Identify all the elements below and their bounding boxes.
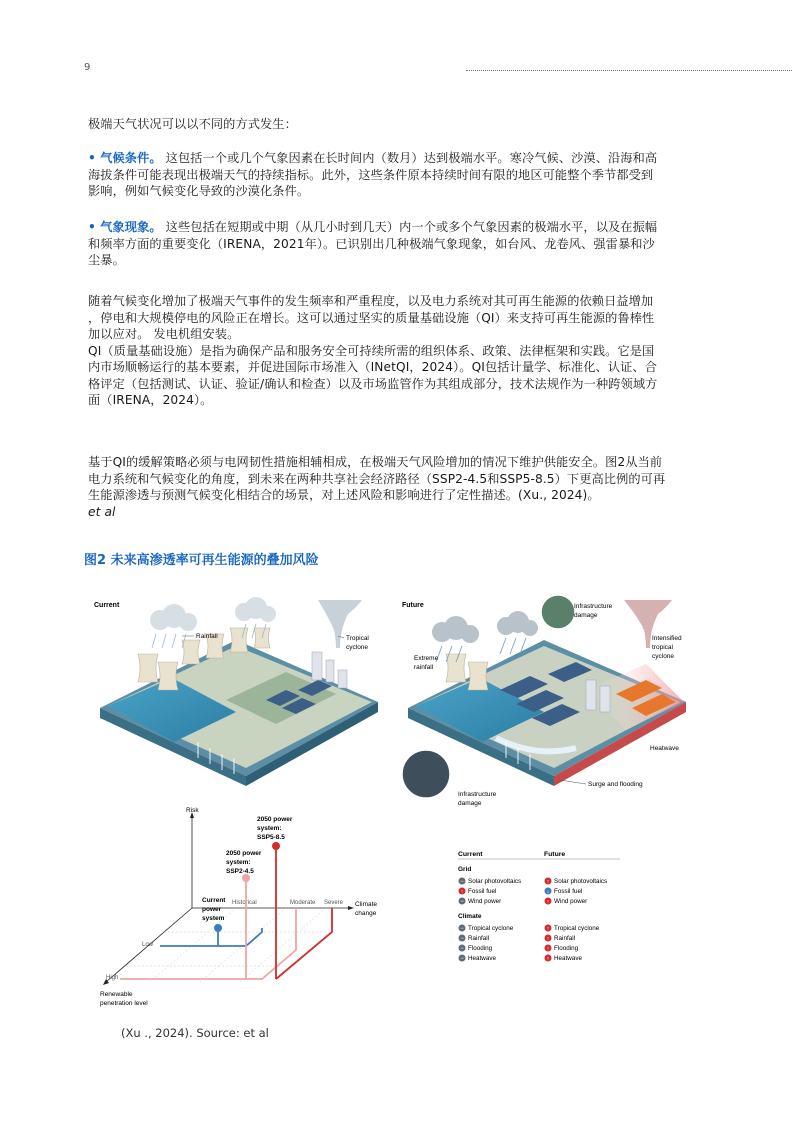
tick-moderate: Moderate <box>290 900 316 906</box>
legend-row <box>459 878 608 886</box>
bullet-heading: • 气象现象。 <box>88 220 162 234</box>
text-line: 内市场顺畅运行的基本要素，并促进国际市场准入（INetQI，2024）。QI包括计量学、标准化、认证、合 <box>88 360 657 374</box>
text-line: 加以应对。 发电机组安装。 <box>88 327 240 341</box>
future-scene <box>402 595 686 807</box>
ssp5-label-2: system: <box>257 825 282 832</box>
bullet-text-line: 和频率方面的重要变化（IRENA，2021年）。已识别出几种极端气象现象，如台风、龙卷风、强雷暴和沙 <box>88 236 655 251</box>
legend-row <box>459 898 588 906</box>
text-line: 生能源渗透与预测气候变化相结合的场景，对上述风险和影响进行了定性描述。(Xu., 2024)。 <box>88 488 600 502</box>
bullet-meteorological-phenomena <box>88 219 718 269</box>
infrastructure-damage-inset <box>541 595 575 629</box>
figure-title: 图2 未来高渗透率可再生能源的叠加风险 <box>84 553 319 568</box>
ssp5-marker <box>272 842 280 850</box>
extreme-rainfall-1: Extreme <box>414 655 439 662</box>
svg-text:↑: ↑ <box>546 946 550 953</box>
svg-text:−: − <box>460 956 464 963</box>
risk-axis-label: Risk <box>186 807 199 814</box>
infra-damage-bottom-1: Infrastructure <box>458 791 497 798</box>
ssp5-label-3: SSP5-8.5 <box>257 834 285 841</box>
ssp5-path <box>276 908 332 979</box>
legend <box>458 851 620 962</box>
legend-item: Wind power <box>554 898 588 905</box>
legend-row <box>459 955 583 963</box>
legend-item: Tropical cyclone <box>554 925 600 932</box>
legend-grid-heading: Grid <box>458 866 472 873</box>
intensified-2: tropical <box>652 644 673 651</box>
renewable-axis-label-2: penetration level <box>100 1000 148 1007</box>
current-system-label-3: system <box>202 915 225 922</box>
legend-item: Tropical cyclone <box>468 925 514 932</box>
legend-item: Wind power <box>468 898 502 905</box>
legend-col-future: Future <box>544 851 566 858</box>
infrastructure-damage-inset <box>402 750 450 798</box>
legend-row <box>459 925 600 933</box>
svg-text:↓: ↓ <box>546 889 550 896</box>
header-divider <box>466 70 792 71</box>
legend-item: Fossil fuel <box>468 888 497 895</box>
current-system-label-2: power <box>202 906 222 913</box>
svg-text:↑: ↑ <box>546 926 550 933</box>
cloud-icon <box>432 611 538 643</box>
extreme-rainfall-2: rainfall <box>414 664 434 671</box>
svg-text:↑: ↑ <box>546 956 550 963</box>
tropical-cyclone-label-1: Tropical <box>346 635 369 642</box>
text-line: QI（质量基础设施）是指为确保产品和服务安全可持续所需的组织体系、政策、法律框架和实践。它是国 <box>88 343 655 358</box>
future-label: Future <box>402 602 424 609</box>
text-line: 格评定（包括测试、认证、验证/确认和检查）以及市场监管作为其组成部分，技术法规作为一种跨领域方 <box>88 376 658 391</box>
text-line: 基于QI的缓解策略必须与电网韧性措施相辅相成，在极端天气风险增加的情况下维护供能安全。图2从当前 <box>88 455 663 469</box>
legend-item: Heatwave <box>554 955 583 962</box>
bullet-text-line: 影响，例如气候变化导致的沙漠化条件。 <box>88 184 310 198</box>
svg-text:−: − <box>460 946 464 953</box>
renewable-axis-label-1: Renewable <box>100 991 133 998</box>
tick-historical: Historical <box>232 900 257 906</box>
cloud-icon <box>150 597 276 631</box>
svg-text:−: − <box>460 936 464 943</box>
rainfall-label: Rainfall <box>196 633 218 640</box>
paragraph-qi <box>88 293 718 409</box>
intensified-3: cyclone <box>652 653 675 660</box>
text-line: 面（IRENA，2024）。 <box>88 393 213 407</box>
legend-item: Flooding <box>468 945 493 952</box>
current-label: Current <box>94 602 120 609</box>
risk-diagram <box>100 807 377 1007</box>
legend-col-current: Current <box>458 851 483 858</box>
infra-damage-top-1: Infrastructure <box>574 603 613 610</box>
legend-row <box>459 935 576 943</box>
legend-item: Fossil fuel <box>554 888 583 895</box>
legend-item: Flooding <box>554 945 579 952</box>
legend-item: Solar photovoltaics <box>468 878 522 885</box>
climate-axis-label-2: change <box>355 910 377 917</box>
ssp2-label-2: system: <box>226 859 251 866</box>
bullet-text-line: 这些包括在短期或中期（从几小时到几天）内一个或多个气象因素的极端水平，以及在振幅 <box>165 220 658 234</box>
paragraph-grid-resilience <box>88 454 718 520</box>
text-line: ，停电和大规模停电的风险正在增长。这可以通过坚实的质量基础设施（QI）来支持可再生能源的鲁棒性 <box>88 310 655 325</box>
bullet-text-line: 这包括一个或几个气象因素在长时间内（数月）达到极端水平。寒冷气候、沙漠、沿海和高 <box>165 151 658 165</box>
ssp2-label-3: SSP2-4.5 <box>226 868 254 875</box>
legend-item: Rainfall <box>468 935 489 942</box>
current-system-label-1: Current <box>202 897 226 904</box>
legend-item: Heatwave <box>468 955 497 962</box>
svg-text:↑: ↑ <box>546 899 550 906</box>
legend-row <box>459 945 579 953</box>
svg-text:↑: ↑ <box>546 936 550 943</box>
legend-climate-heading: Climate <box>458 913 482 920</box>
bullet-heading: • 气候条件。 <box>88 151 162 165</box>
ssp2-label-1: 2050 power <box>226 850 262 857</box>
text-line: 随着气候变化增加了极端天气事件的发生频率和严重程度，以及电力系统对其可再生能源的依赖日益增加 <box>88 294 654 308</box>
svg-text:↑: ↑ <box>546 879 550 886</box>
tropical-cyclone-label-2: cyclone <box>346 644 369 651</box>
figure-2-illustration <box>86 590 708 1015</box>
text-line: et al <box>88 504 116 519</box>
infra-damage-top-2: damage <box>574 612 598 619</box>
svg-text:−: − <box>460 926 464 933</box>
tick-low: Low <box>142 942 154 948</box>
surge-flooding-label: Surge and flooding <box>588 781 643 788</box>
svg-text:−: − <box>460 899 464 906</box>
tick-severe: Severe <box>324 900 344 906</box>
legend-item: Rainfall <box>554 935 575 942</box>
text-line: 电力系统和气候变化的角度，到未来在两种共享社会经济路径（SSP2-4.5和SSP5-8.5）下更高比例的可再 <box>88 471 666 486</box>
intro-paragraph: 极端天气状况可以以不同的方式发生： <box>88 117 297 131</box>
legend-item: Solar photovoltaics <box>554 878 608 885</box>
ssp2-marker <box>242 874 250 882</box>
figure-caption: (Xu ., 2024). Source: et al <box>121 1026 269 1040</box>
svg-text:↑: ↑ <box>460 889 464 896</box>
infra-damage-bottom-2: damage <box>458 800 482 807</box>
page-number: 9 <box>84 62 91 73</box>
legend-row <box>459 888 583 896</box>
intensified-1: Intensified <box>652 635 682 642</box>
bullet-text-line: 海拔条件可能表现出极端天气的持续指标。此外，这些条件原本持续时间有限的地区可能整个季节都受到 <box>88 167 654 182</box>
climate-axis-label-1: Climate <box>355 901 378 908</box>
heatwave-label: Heatwave <box>650 745 679 752</box>
current-scene <box>94 597 378 786</box>
bullet-climate-conditions <box>88 150 718 200</box>
current-system-marker <box>214 924 222 932</box>
ssp5-label-1: 2050 power <box>257 816 293 823</box>
svg-text:−: − <box>460 879 464 886</box>
bullet-text-line: 尘暴。 <box>88 253 125 267</box>
tick-high: High <box>106 975 119 981</box>
